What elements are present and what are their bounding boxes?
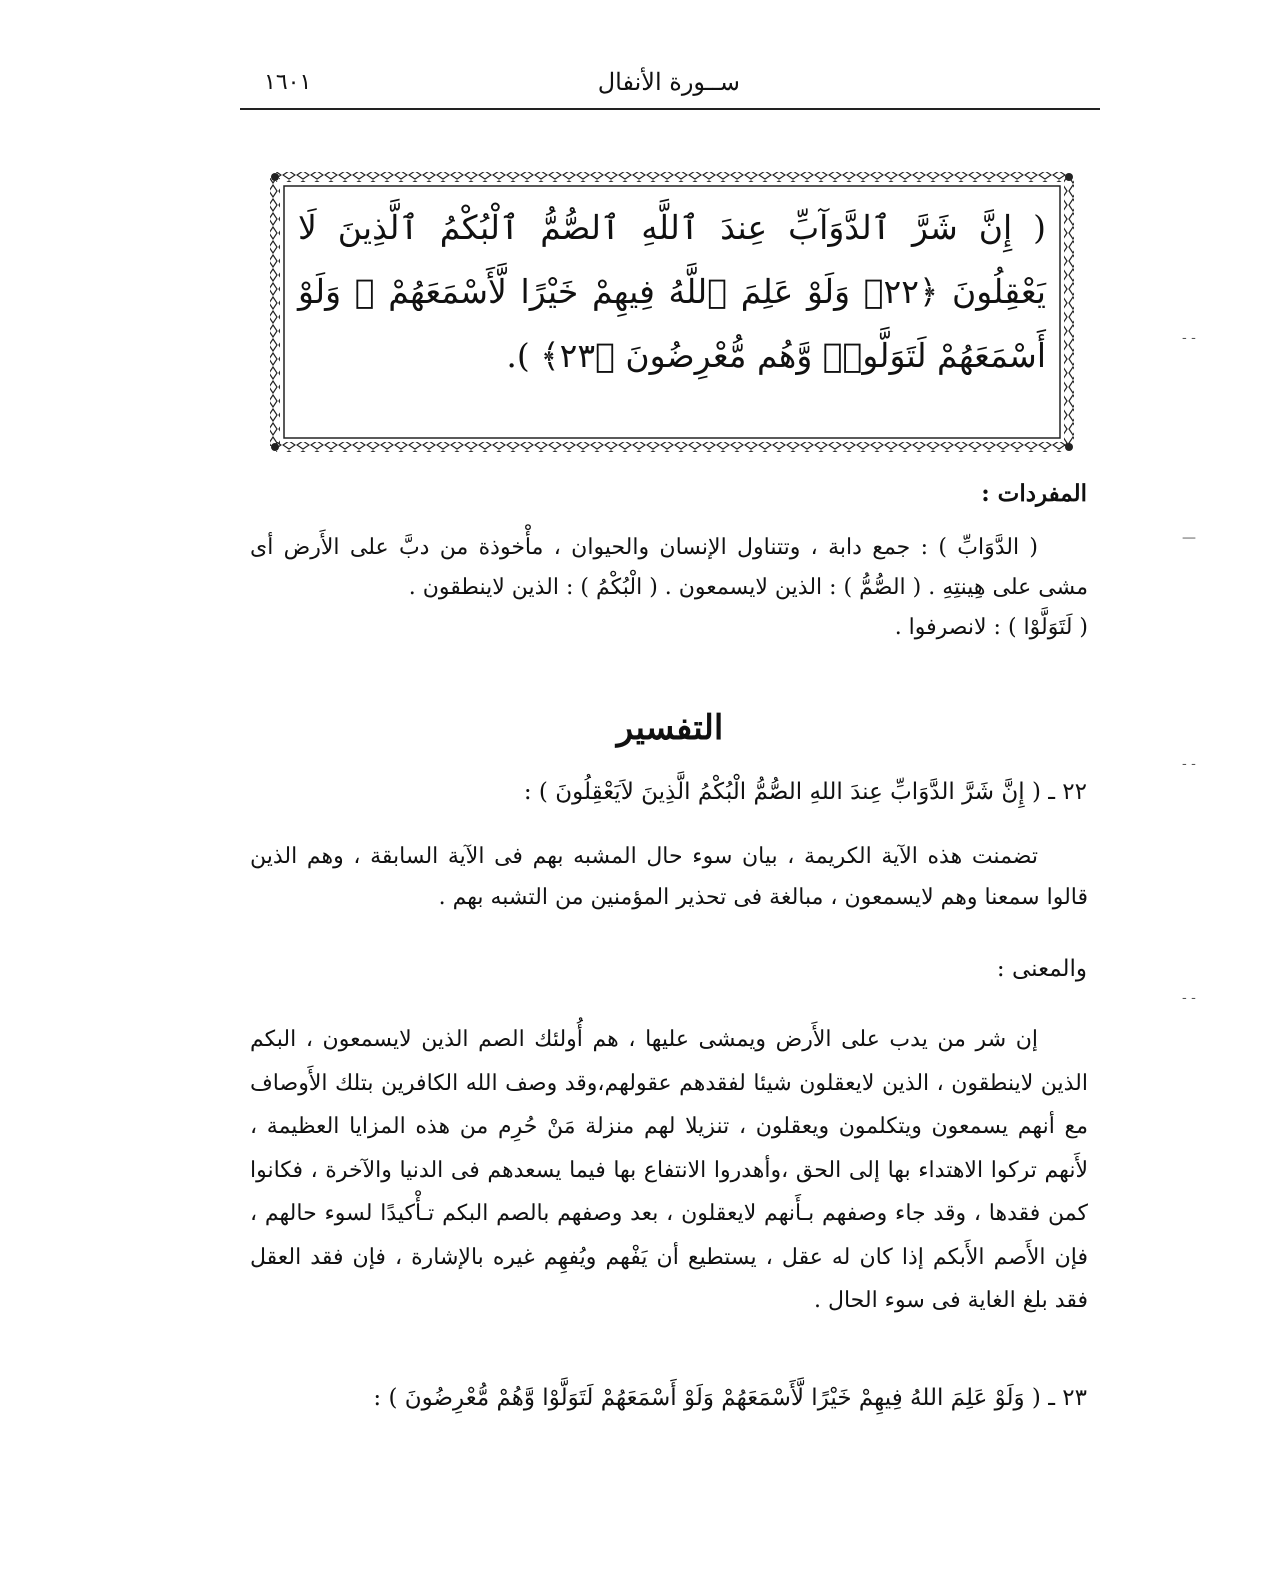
tafsir-paragraph [250, 836, 1088, 918]
vocabulary-section [250, 528, 1088, 648]
page-header [240, 62, 1100, 110]
paragraph-text: إن شر من يدب على الأَرض ويمشى عليها ، هم أُولئك الصم الذين لايسمعون ، البكم الذين لاينطقون ، الذين لايعقلون شيئا لفقدهم عقولهم،وقد وصف الله الكافرين بتلك الأَوصاف مع أنهم يسمعون ويتكلمون ويعقلون ، تنزيلا لهم منزلة مَنْ حُرِم من هذه المزايا العظيمة ، لأَنهم تركوا الاهتداء بها إلى الحق ،وأهدروا الانتفاع بها فيما يسعدهم فى الدنيا والآخرة ، فكانوا كمن فقدها ، وقد جاء وصفهم بـأَنهم لايعقلون ، بعد وصفهم بالصم البكم تـأْكيدًا لسوء حالهم ، فإن الأَصم الأَبكم إذا كان له عقل ، يستطيع أن يَفْهم ويُفهِم غيره بالإشارة ، فإن فقد العقل فقد بلغ الغاية فى سوء الحال . [250, 1027, 1088, 1313]
page-number: ١٦٠١ [264, 70, 312, 95]
meaning-label: والمعنى : [996, 956, 1087, 982]
tafsir-paragraph [250, 1018, 1088, 1323]
vocabulary-heading: المفردات : [981, 480, 1087, 507]
tafsir-title: التفسير [616, 708, 724, 748]
verse-frame [268, 170, 1076, 454]
verse-22-reference: ٢٢ ـ ( إِنَّ شَرَّ الدَّوَابِّ عِندَ اللهِ الصُّمُّ الْبُكْمُ الَّذِينَ لاَيَعْقِلُونَ ) : [523, 779, 1087, 805]
scan-speck: - - [1182, 756, 1196, 772]
verse-23-reference: ٢٣ ـ ( وَلَوْ عَلِمَ اللهُ فِيهِمْ خَيْرًا لَّأَسْمَعَهُمْ وَلَوْ أَسْمَعَهُمْ لَتَوَلَّوْا وَّهُمْ مُّعْرِضُونَ ) : [373, 1385, 1087, 1411]
scan-speck: - - [1182, 990, 1196, 1006]
surah-title: ســورة الأنفال [597, 68, 740, 96]
scan-speck: — [1182, 530, 1196, 546]
vocabulary-line: ( الدَّوَابِّ ) : جمع دابة ، وتتناول الإنسان والحيوان ، مأْخوذة من دبَّ على الأَرض أى مشى على هِينتِهِ . ( الصُّمُّ ) : الذين لايسمعون . ( الْبُكْمُ ) : الذين لاينطقون . [250, 535, 1088, 600]
vocabulary-line: ( لَتَوَلَّوْا ) : لانصرفوا . [894, 615, 1088, 640]
scan-speck: - - [1182, 330, 1196, 346]
quran-verse-text: ( إِنَّ شَرَّ ٱلدَّوَآبِّ عِندَ ٱللَّهِ ٱلصُّمُّ ٱلْبُكْمُ ٱلَّذِينَ لَا يَعْقِلُونَ ﴿٢٢﴾ وَلَوْ عَلِمَ ٱللَّهُ فِيهِمْ خَيْرًا لَّأَسْمَعَهُمْ ۖ وَلَوْ أَسْمَعَهُمْ لَتَوَلَّوا۟ وَّهُم مُّعْرِضُونَ ﴿٢٣﴾ ). [298, 208, 1046, 375]
paragraph-text: تضمنت هذه الآية الكريمة ، بيان سوء حال المشبه بهم فى الآية السابقة ، وهم الذين قالوا سمعنا وهم لايسمعون ، مبالغة فى تحذير المؤمنين من التشبه بهم . [250, 844, 1088, 910]
